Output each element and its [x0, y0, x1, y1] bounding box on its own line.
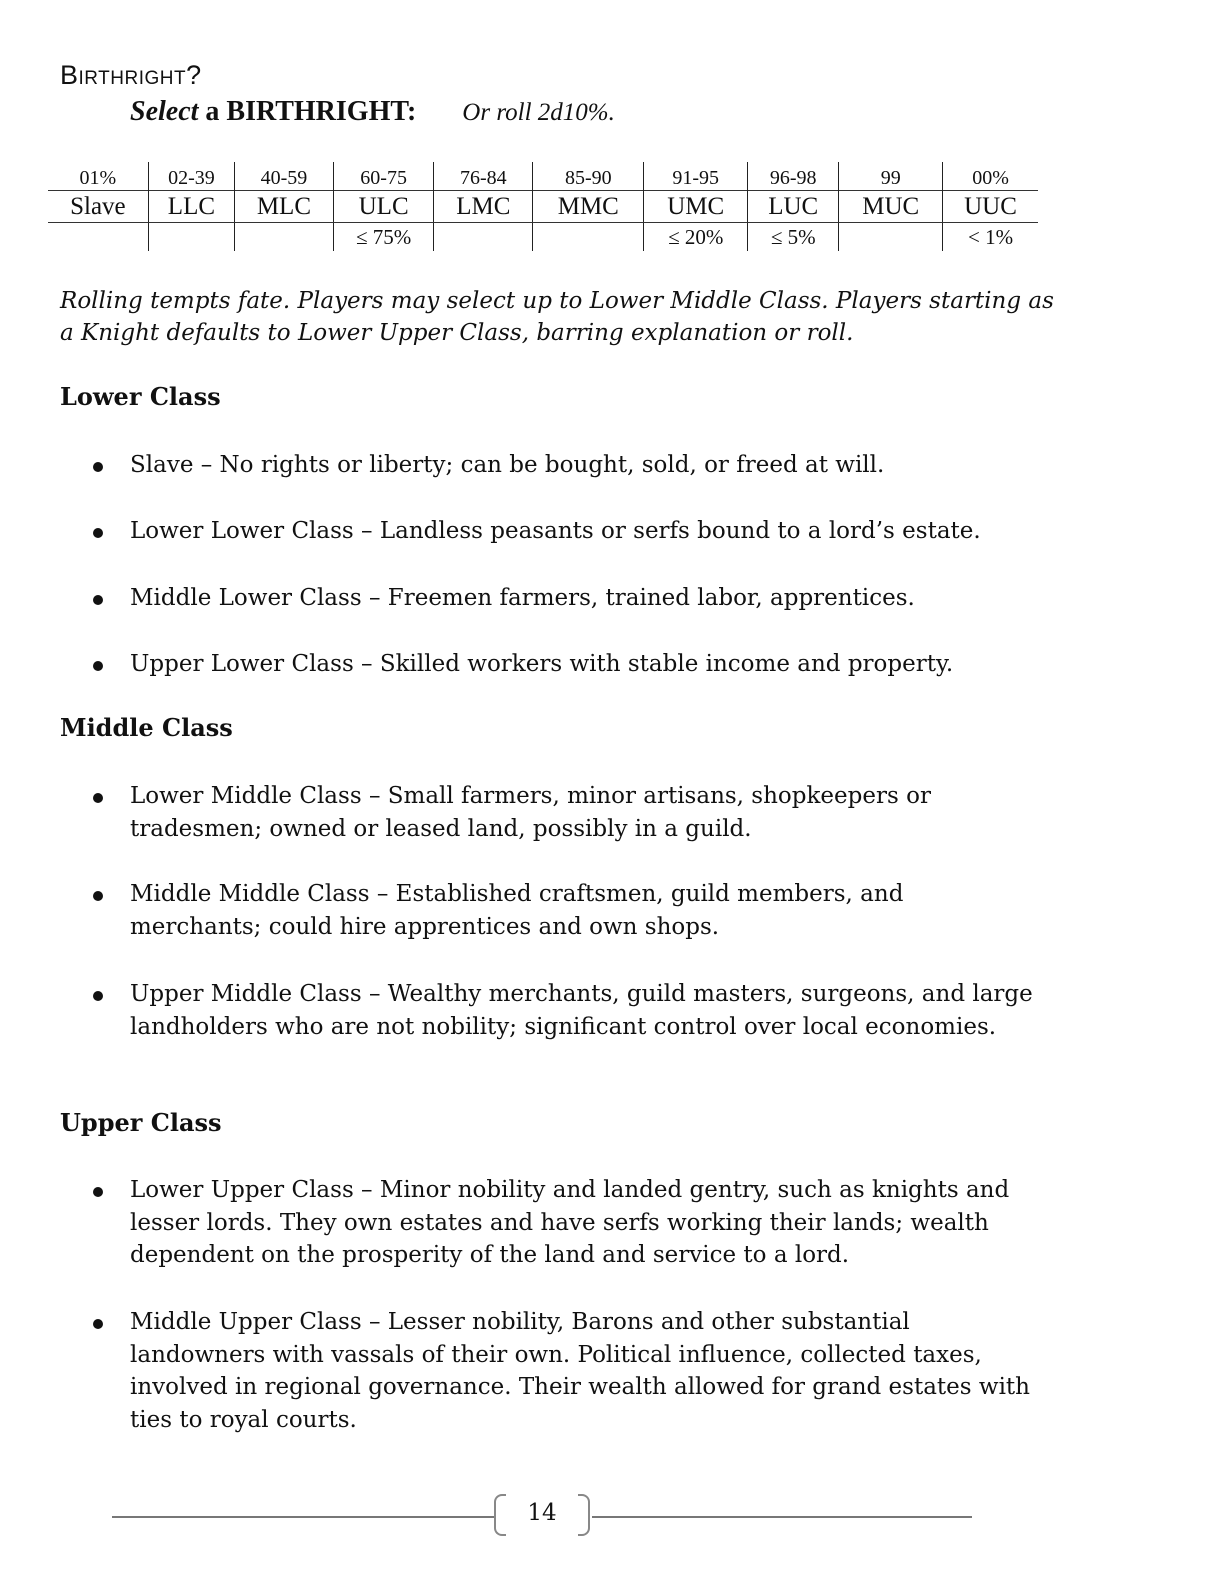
range-cell: 60-75 [333, 162, 434, 191]
bullet-icon [93, 595, 103, 605]
left-bracket-icon [494, 1494, 506, 1536]
bullet-icon [93, 1187, 103, 1197]
birthright-table [48, 162, 1038, 251]
range-cell: 00% [943, 162, 1038, 191]
upper-class-list [0, 1174, 1224, 1272]
range-cell: 91-95 [644, 162, 748, 191]
list-item-text: Lower Lower Class – Landless peasants or serfs bound to a lord’s estate. [130, 518, 981, 544]
range-row [48, 162, 1038, 191]
class-abbr-cell: UMC [644, 191, 748, 223]
bullet-icon [93, 793, 103, 803]
upper-class-list [0, 1306, 1224, 1436]
list-item [0, 978, 1224, 1043]
list-item-text: Middle Lower Class – Freemen farmers, trained labor, apprentices. [130, 585, 915, 611]
class-abbr-row [48, 191, 1038, 223]
class-abbr-cell: MUC [839, 191, 943, 223]
list-item-text: Middle Middle Class – Established craftsmen, guild members, and merchants; could hire apprentices and own shops. [130, 881, 904, 940]
intro-paragraph: Rolling tempts fate. Players may select up to Lower Middle Class. Players starting as a Knight defaults to Lower Upper Class, barring explanation or roll. [60, 288, 1054, 346]
range-cell: 96-98 [748, 162, 839, 191]
footer-rule-right [592, 1516, 972, 1518]
range-cell: 99 [839, 162, 943, 191]
page-number: 14 [527, 1500, 557, 1526]
list-item [0, 582, 1224, 615]
list-item [0, 1174, 1224, 1272]
percent-note-cell [235, 223, 334, 252]
range-cell: 02-39 [148, 162, 234, 191]
percent-note-row [48, 223, 1038, 252]
percent-note-cell: < 1% [943, 223, 1038, 252]
middle-class-list [0, 978, 1224, 1043]
list-item [0, 648, 1224, 681]
lower-class-list [0, 515, 1224, 548]
list-item [0, 515, 1224, 548]
right-bracket-icon [578, 1494, 590, 1536]
birthright-word: BIRTHRIGHT: [226, 96, 417, 127]
percent-note-cell [48, 223, 148, 252]
lower-class-list [0, 449, 1224, 482]
list-item-text: Lower Upper Class – Minor nobility and landed gentry, such as knights and lesser lords. They own estates and have serfs working their lands; wealth dependent on the prosperity of the land and service to a lord. [130, 1177, 1010, 1268]
range-cell: 40-59 [235, 162, 334, 191]
class-abbr-cell: LUC [748, 191, 839, 223]
list-item-text: Upper Lower Class – Skilled workers with stable income and property. [130, 651, 954, 677]
list-item [0, 449, 1224, 482]
class-abbr-cell: LLC [148, 191, 234, 223]
bullet-icon [93, 991, 103, 1001]
class-abbr-cell: ULC [333, 191, 434, 223]
percent-note-cell: ≤ 20% [644, 223, 748, 252]
middle-class-heading: Middle Class [60, 713, 233, 742]
footer-rule-left [112, 1516, 496, 1518]
percent-note-cell: ≤ 5% [748, 223, 839, 252]
percent-note-cell [533, 223, 644, 252]
select-instruction [130, 96, 615, 128]
class-abbr-cell: MLC [235, 191, 334, 223]
percent-note-cell [839, 223, 943, 252]
lower-class-list [0, 582, 1224, 615]
a-word: a [198, 96, 227, 127]
percent-note-cell [434, 223, 533, 252]
bullet-icon [93, 462, 103, 472]
list-item-text: Middle Upper Class – Lesser nobility, Barons and other substantial landowners with vassals of their own. Political influence, collected taxes, involved in regional governance. Their wealth allowed for grand estates with ties to royal courts. [130, 1309, 1030, 1433]
bullet-icon [93, 661, 103, 671]
class-abbr-cell: LMC [434, 191, 533, 223]
bullet-icon [93, 891, 103, 901]
list-item-text: Lower Middle Class – Small farmers, minor artisans, shopkeepers or tradesmen; owned or leased land, possibly in a guild. [130, 783, 931, 842]
class-abbr-cell: MMC [533, 191, 644, 223]
percent-note-cell [148, 223, 234, 252]
percent-note-cell: ≤ 75% [333, 223, 434, 252]
upper-class-heading: Upper Class [60, 1108, 222, 1137]
bullet-icon [93, 1319, 103, 1329]
middle-class-list [0, 780, 1224, 845]
class-abbr-cell: Slave [48, 191, 148, 223]
list-item-text: Slave – No rights or liberty; can be bought, sold, or freed at will. [130, 452, 885, 478]
bullet-icon [93, 528, 103, 538]
list-item-text: Upper Middle Class – Wealthy merchants, guild masters, surgeons, and large landholders who are not nobility; significant control over local economies. [130, 981, 1033, 1040]
range-cell: 85-90 [533, 162, 644, 191]
section-heading: Birthright? [60, 60, 202, 90]
lower-class-heading: Lower Class [60, 382, 221, 411]
middle-class-list [0, 878, 1224, 943]
lower-class-list [0, 648, 1224, 681]
roll-instruction: Or roll 2d10%. [462, 99, 615, 126]
range-cell: 01% [79, 167, 117, 189]
class-abbr-cell: UUC [943, 191, 1038, 223]
range-cell: 76-84 [434, 162, 533, 191]
list-item [0, 878, 1224, 943]
select-word: Select [130, 96, 199, 127]
list-item [0, 780, 1224, 845]
page-footer [0, 1494, 1224, 1544]
list-item [0, 1306, 1224, 1436]
